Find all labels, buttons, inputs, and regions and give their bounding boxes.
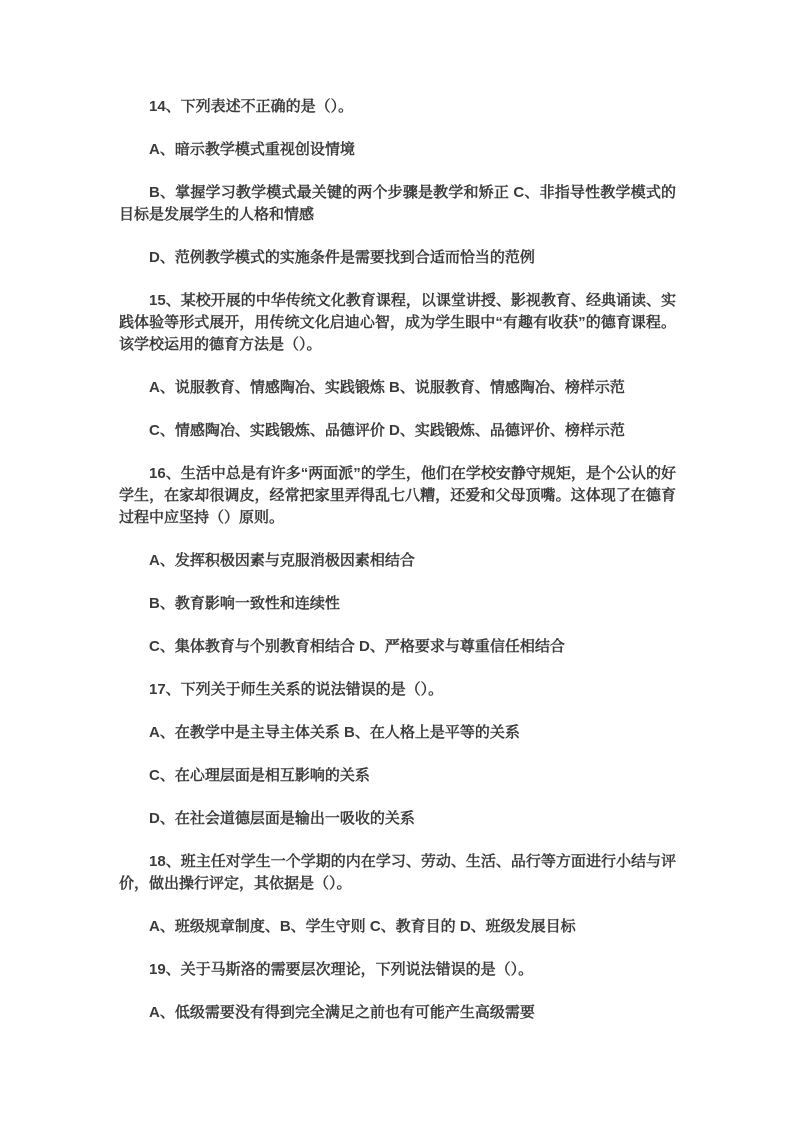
question-18-options: A、班级规章制度、B、学生守则 C、教育目的 D、班级发展目标 — [149, 918, 576, 935]
question-15-options-c-d: C、情感陶冶、实践锻炼、品德评价 D、实践锻炼、品德评价、榜样示范 — [149, 422, 625, 439]
question-14-option-a: A、暗示教学模式重视创设情境 — [149, 141, 355, 158]
question-16-option-a: A、发挥积极因素与克服消极因素相结合 — [149, 552, 415, 569]
question-16-option-b: B、教育影响一致性和连续性 — [149, 595, 340, 612]
question-list — [119, 96, 676, 1045]
question-17-options-a-b: A、在教学中是主导主体关系 B、在人格上是平等的关系 — [149, 724, 520, 741]
question-17-stem: 17、下列关于师生关系的说法错误的是（）。 — [149, 681, 444, 698]
question-16-stem: 16、生活中总是有许多“两面派”的学生，他们在学校安静守规矩，是个公认的好学生，在家却很调皮，经常把家里弄得乱七八糟，还爱和父母顶嘴。这体现了在德育过程中应坚持（）原则。 — [119, 465, 676, 526]
question-16-options-c-d: C、集体教育与个别教育相结合 D、严格要求与尊重信任相结合 — [149, 638, 565, 655]
question-19-stem: 19、关于马斯洛的需要层次理论，下列说法错误的是（）。 — [149, 961, 534, 978]
question-17-option-d: D、在社会道德层面是输出一吸收的关系 — [149, 810, 415, 827]
question-14-options-b-c: B、掌握学习教学模式最关键的两个步骤是教学和矫正 C、非指导性教学模式的目标是发展学生的人格和情感 — [119, 184, 676, 223]
question-19-option-a: A、低级需要没有得到完全满足之前也有可能产生高级需要 — [149, 1004, 535, 1021]
question-14-option-d: D、范例教学模式的实施条件是需要找到合适而恰当的范例 — [149, 249, 535, 266]
question-17-option-c: C、在心理层面是相互影响的关系 — [149, 767, 370, 784]
question-14-stem: 14、下列表述不正确的是（）。 — [149, 98, 354, 115]
question-15-stem: 15、某校开展的中华传统文化教育课程，以课堂讲授、影视教育、经典诵读、实践体验等形式展开，用传统文化启迪心智，成为学生眼中“有趣有收获”的德育课程。该学校运用的德育方法是（）。 — [119, 292, 676, 353]
question-15-options-a-b: A、说服教育、情感陶冶、实践锻炼 B、说服教育、情感陶冶、榜样示范 — [149, 379, 625, 396]
question-18-stem: 18、班主任对学生一个学期的内在学习、劳动、生活、品行等方面进行小结与评价，做出操行评定，其依据是（）。 — [119, 853, 676, 892]
